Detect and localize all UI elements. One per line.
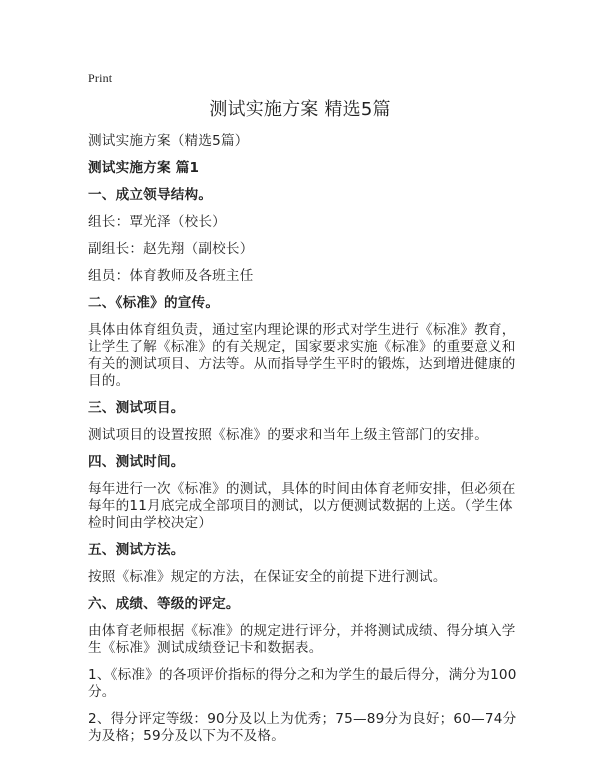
section-title: 测试实施方案 篇1 [88,160,200,176]
paragraph: 组长：覃光泽（校长） [88,214,226,230]
subtitle: 测试实施方案（精选5篇） [88,133,249,149]
paragraph: 按照《标准》规定的方法，在保证安全的前提下进行测试。 [88,569,447,585]
heading-promotion: 二、《标准》的宣传。 [88,295,220,311]
heading-test-items: 三、测试项目。 [88,400,185,416]
paragraph: 组员：体育教师及各班主任 [88,268,254,284]
page-title: 测试实施方案 精选5篇 [209,99,391,120]
paragraph: 副组长：赵先翔（副校长） [88,241,254,257]
heading-test-method: 五、测试方法。 [88,542,185,558]
paragraph: 2、得分评定等级：90分及以上为优秀；75—89分为良好；60—74分为及格；59分及以下为不及格。 [88,711,517,744]
heading-grading: 六、成绩、等级的评定。 [88,596,240,612]
paragraph: 每年进行一次《标准》的测试，具体的时间由体育老师安排，但必须在每年的11月底完成全部项目的测试，以方便测试数据的上送。（学生体检时间由学校决定） [88,481,516,531]
print-link[interactable]: Print [88,71,113,85]
paragraph: 测试项目的设置按照《标准》的要求和当年上级主管部门的安排。 [88,427,489,443]
heading-test-time: 四、测试时间。 [88,454,185,470]
paragraph: 具体由体育组负责，通过室内理论课的形式对学生进行《标准》教育，让学生了解《标准》的有关规定，国家要求实施《标准》的重要意义和有关的测试项目、方法等。从而指导学生平时的锻炼，达到增进健康的目的。 [88,322,516,389]
heading-leadership: 一、成立领导结构。 [88,187,213,203]
paragraph: 1、《标准》的各项评价指标的得分之和为学生的最后得分，满分为100分。 [88,667,517,700]
paragraph: 由体育老师根据《标准》的规定进行评分，并将测试成绩、得分填入学生《标准》测试成绩登记卡和数据表。 [88,623,516,656]
